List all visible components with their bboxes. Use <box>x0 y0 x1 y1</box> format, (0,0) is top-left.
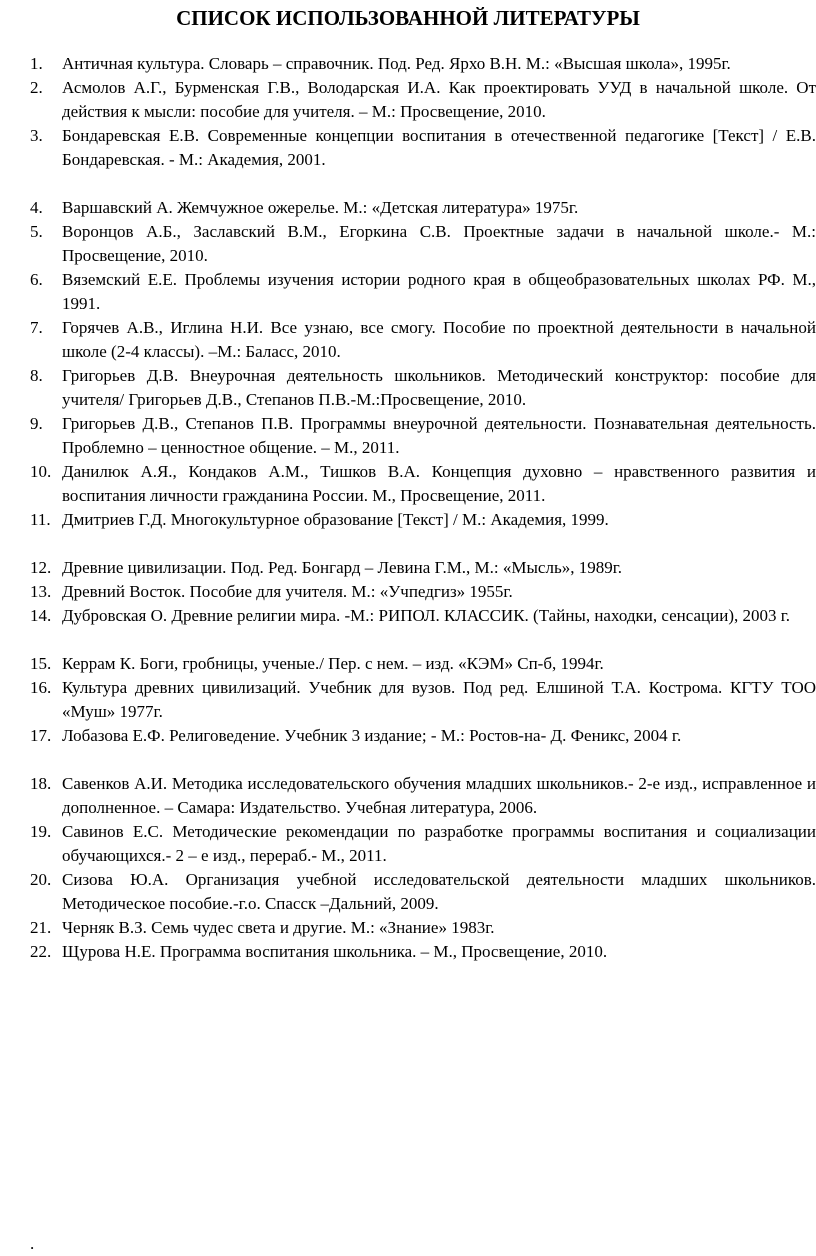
list-item-text: Григорьев Д.В. Внеурочная деятельность школьников. Методический конструктор: пособие для учителя/ Григорьев Д.В., Степанов П.В.-М.:Просвещение, 2010. <box>62 366 816 409</box>
list-item <box>30 460 816 508</box>
list-item <box>30 772 816 820</box>
list-item <box>30 916 816 940</box>
list-item-number: 1. <box>30 54 43 73</box>
list-item-text: Горячев А.В., Иглина Н.И. Все узнаю, все смогу. Пособие по проектной деятельности в начальной школе (2-4 классы). –М.: Баласс, 2010. <box>62 318 816 361</box>
list-item-text: Античная культура. Словарь – справочник. Под. Ред. Ярхо В.Н. М.: «Высшая школа», 1995г. <box>62 54 731 73</box>
list-item-text: Асмолов А.Г., Бурменская Г.В., Володарская И.А. Как проектировать УУД в начальной школе. От действия к мысли: пособие для учителя. – М.: Просвещение, 2010. <box>62 78 816 121</box>
list-item-text: Древний Восток. Пособие для учителя. М.: «Учпедгиз» 1955г. <box>62 582 513 601</box>
list-item-number: 17. <box>30 726 52 745</box>
list-item-number: 14. <box>30 606 52 625</box>
reference-list <box>30 52 816 964</box>
list-item <box>30 724 816 748</box>
list-item <box>30 412 816 460</box>
list-item-number: 12. <box>30 558 52 577</box>
list-item-number: 2. <box>30 78 43 97</box>
list-item-text: Воронцов А.Б., Заславский В.М., Егоркина С.В. Проектные задачи в начальной школе.- М.: Просвещение, 2010. <box>62 222 816 265</box>
list-item-number: 9. <box>30 414 43 433</box>
list-item-number: 13. <box>30 582 52 601</box>
list-item-number: 18. <box>30 774 52 793</box>
list-item-number: 3. <box>30 126 43 145</box>
list-item-number: 19. <box>30 822 52 841</box>
list-item-text: Дубровская О. Древние религии мира. -М.: РИПОЛ. КЛАССИК. (Тайны, находки, сенсации), 2003 г. <box>62 606 791 625</box>
list-item-text: Древние цивилизации. Под. Ред. Бонгард – Левина Г.М., М.: «Мысль», 1989г. <box>62 558 623 577</box>
page-title: СПИСОК ИСПОЛЬЗОВАННОЙ ЛИТЕРАТУРЫ <box>176 6 640 30</box>
list-item-text: Григорьев Д.В., Степанов П.В. Программы внеурочной деятельности. Познавательная деятельность. Проблемно – ценностное общение. – М., 2011. <box>62 414 816 457</box>
list-item-number: 8. <box>30 366 43 385</box>
list-item-number: 4. <box>30 198 43 217</box>
list-item-text: Бондаревская Е.В. Современные концепции воспитания в отечественной педагогике [Текст] / Е.В. Бондаревская. - М.: Академия, 2001. <box>62 126 816 169</box>
list-item <box>30 196 816 220</box>
list-item-text: Дмитриев Г.Д. Многокультурное образование [Текст] / М.: Академия, 1999. <box>62 510 609 529</box>
list-item-number: 6. <box>30 270 43 289</box>
list-item-text: Данилюк А.Я., Кондаков А.М., Тишков В.А. Концепция духовно – нравственного развития и воспитания личности гражданина России. М., Просвещение, 2011. <box>62 462 816 505</box>
list-item-text: Савенков А.И. Методика исследовательского обучения младших школьников.- 2-е изд., исправленное и дополненное. – Самара: Издательство. Учебная литература, 2006. <box>62 774 816 817</box>
list-item-text: Культура древних цивилизаций. Учебник для вузов. Под ред. Елшиной Т.А. Кострома. КГТУ ТОО «Муш» 1977г. <box>62 678 816 721</box>
list-item-text: Варшавский А. Жемчужное ожерелье. М.: «Детская литература» 1975г. <box>62 198 579 217</box>
list-item <box>30 124 816 172</box>
footer-mark: . <box>30 1234 35 1253</box>
list-item-number: 16. <box>30 678 52 697</box>
list-item-text: Керрам К. Боги, гробницы, ученые./ Пер. с нем. – изд. «КЭМ» Сп-б, 1994г. <box>62 654 604 673</box>
list-item <box>30 316 816 364</box>
list-item <box>30 580 816 604</box>
list-item <box>30 52 816 76</box>
list-item <box>30 220 816 268</box>
list-item-number: 15. <box>30 654 52 673</box>
list-item <box>30 364 816 412</box>
list-item-number: 20. <box>30 870 52 889</box>
list-item-text: Вяземский Е.Е. Проблемы изучения истории родного края в общеобразовательных школах РФ. М., 1991. <box>62 270 816 313</box>
list-item-text: Савинов Е.С. Методические рекомендации по разработке программы воспитания и социализации обучающихся.- 2 – е изд., перераб.- М., 2011. <box>62 822 816 865</box>
list-item-text: Лобазова Е.Ф. Религоведение. Учебник 3 издание; - М.: Ростов-на- Д. Феникс, 2004 г. <box>62 726 682 745</box>
list-item <box>30 76 816 124</box>
list-item-number: 11. <box>30 510 51 529</box>
list-item <box>30 652 816 676</box>
list-item <box>30 508 816 532</box>
list-item <box>30 556 816 580</box>
list-item-text: Щурова Н.Е. Программа воспитания школьника. – М., Просвещение, 2010. <box>62 942 608 961</box>
list-item <box>30 868 816 916</box>
list-item <box>30 604 816 628</box>
list-item <box>30 676 816 724</box>
list-item <box>30 268 816 316</box>
list-item-text: Черняк В.З. Семь чудес света и другие. М.: «Знание» 1983г. <box>62 918 495 937</box>
list-item-number: 10. <box>30 462 52 481</box>
list-item <box>30 940 816 964</box>
list-item-number: 22. <box>30 942 52 961</box>
list-item-number: 7. <box>30 318 43 337</box>
list-item-number: 21. <box>30 918 52 937</box>
list-item-number: 5. <box>30 222 43 241</box>
list-item <box>30 820 816 868</box>
list-item-text: Сизова Ю.А. Организация учебной исследовательской деятельности младших школьников. Методическое пособие.-г.о. Спасск –Дальний, 2009. <box>62 870 816 913</box>
